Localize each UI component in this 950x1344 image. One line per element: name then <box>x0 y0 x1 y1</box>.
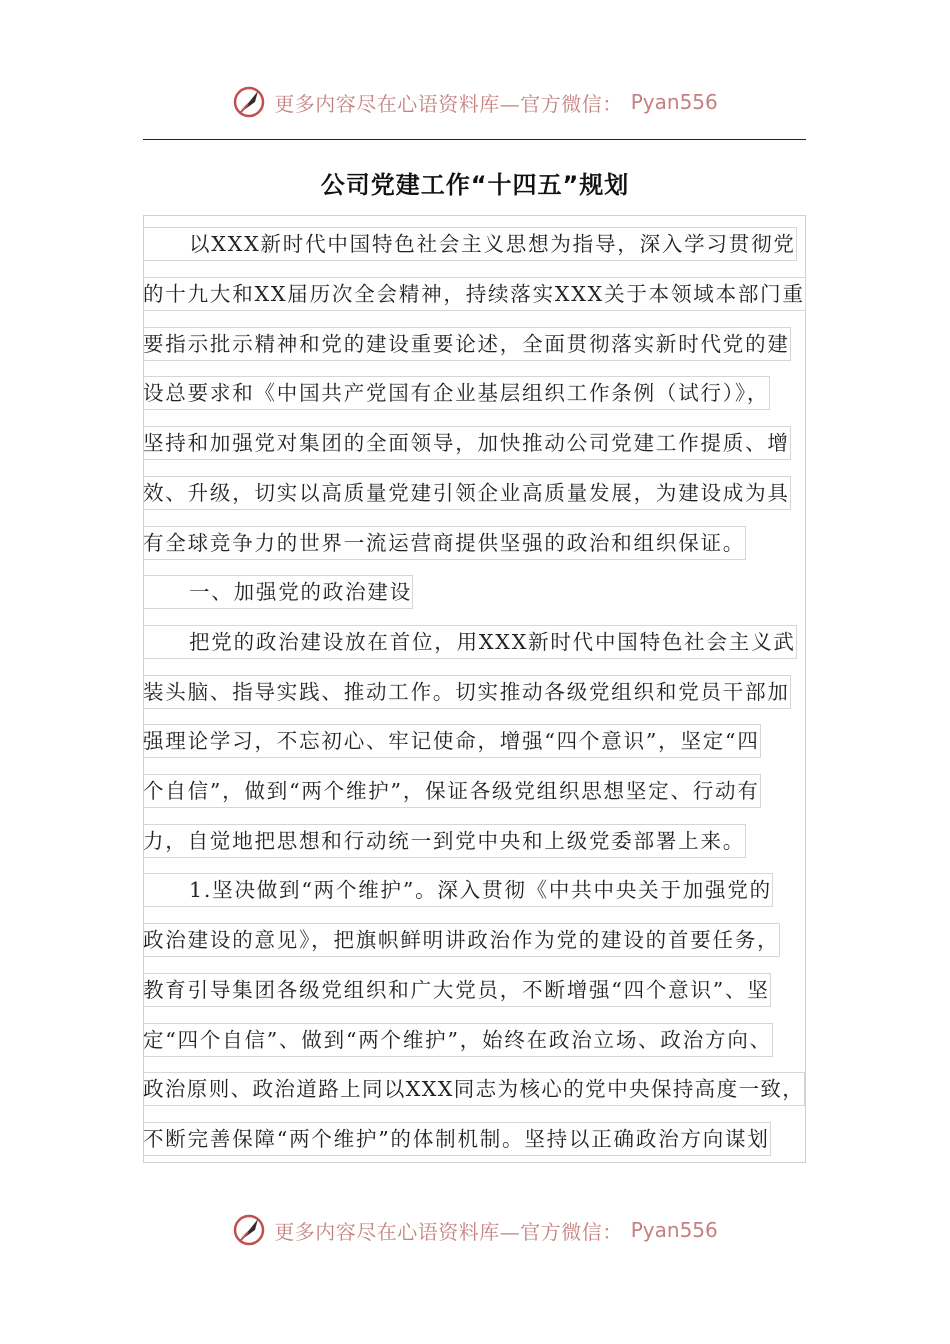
header-banner <box>0 82 950 122</box>
paragraph-line: 个自信”，做到“两个维护”，保证各级党组织思想坚定、行动有 <box>143 774 761 808</box>
paragraph-line: 定“四个自信”、做到“两个维护”，始终在政治立场、政治方向、 <box>143 1023 773 1057</box>
banner-text: 更多内容尽在心语资料库—官方微信： <box>274 91 623 116</box>
footer-banner <box>0 1210 950 1250</box>
paragraph-line: 的十九大和XX届历次全会精神，持续落实XXX关于本领域本部门重 <box>143 277 806 311</box>
paragraph-line: 把党的政治建设放在首位，用XXX新时代中国特色社会主义武 <box>143 625 797 659</box>
page-title: 公司党建工作“十四五”规划 <box>320 171 630 199</box>
paragraph-line: 装头脑、指导实践、推动工作。切实推动各级党组织和党员干部加 <box>143 675 791 709</box>
paragraph-line: 不断完善保障“两个维护”的体制机制。坚持以正确政治方向谋划 <box>143 1122 771 1156</box>
paragraph-line: 教育引导集团各级党组织和广大党员，不断增强“四个意识”、坚 <box>143 973 771 1007</box>
section-heading: 一、加强党的政治建设 <box>143 575 413 609</box>
paragraph-line: 政治建设的意见》，把旗帜鲜明讲政治作为党的建设的首要任务， <box>143 923 780 957</box>
wechat-id: Pyan556 <box>630 1218 718 1242</box>
paragraph-line: 要指示批示精神和党的建设重要论述，全面贯彻落实新时代党的建 <box>143 327 791 361</box>
paragraph-line: 强理论学习，不忘初心、牢记使命，增强“四个意识”，坚定“四 <box>143 724 761 758</box>
paragraph-line: 效、升级，切实以高质量党建引领企业高质量发展，为建设成为具 <box>143 476 791 510</box>
paragraph-line: 坚持和加强党对集团的全面领导，加快推动公司党建工作提质、增 <box>143 426 791 460</box>
paragraph-line: 以XXX新时代中国特色社会主义思想为指导，深入学习贯彻党 <box>143 227 797 261</box>
banner-text: 更多内容尽在心语资料库—官方微信： <box>274 1219 623 1244</box>
paragraph-line: 政治原则、政治道路上同以XXX同志为核心的党中央保持高度一致， <box>143 1072 805 1106</box>
quill-logo-icon <box>232 85 266 119</box>
wechat-id: Pyan556 <box>630 90 718 114</box>
header-rule <box>143 139 806 140</box>
paragraph-line: 1.坚决做到“两个维护”。深入贯彻《中共中央关于加强党的 <box>143 873 773 907</box>
paragraph-line: 力，自觉地把思想和行动统一到党中央和上级党委部署上来。 <box>143 824 746 858</box>
paragraph-line: 有全球竞争力的世界一流运营商提供坚强的政治和组织保证。 <box>143 526 746 560</box>
paragraph-line: 设总要求和《中国共产党国有企业基层组织工作条例（试行）》， <box>143 376 770 410</box>
quill-logo-icon <box>232 1213 266 1247</box>
